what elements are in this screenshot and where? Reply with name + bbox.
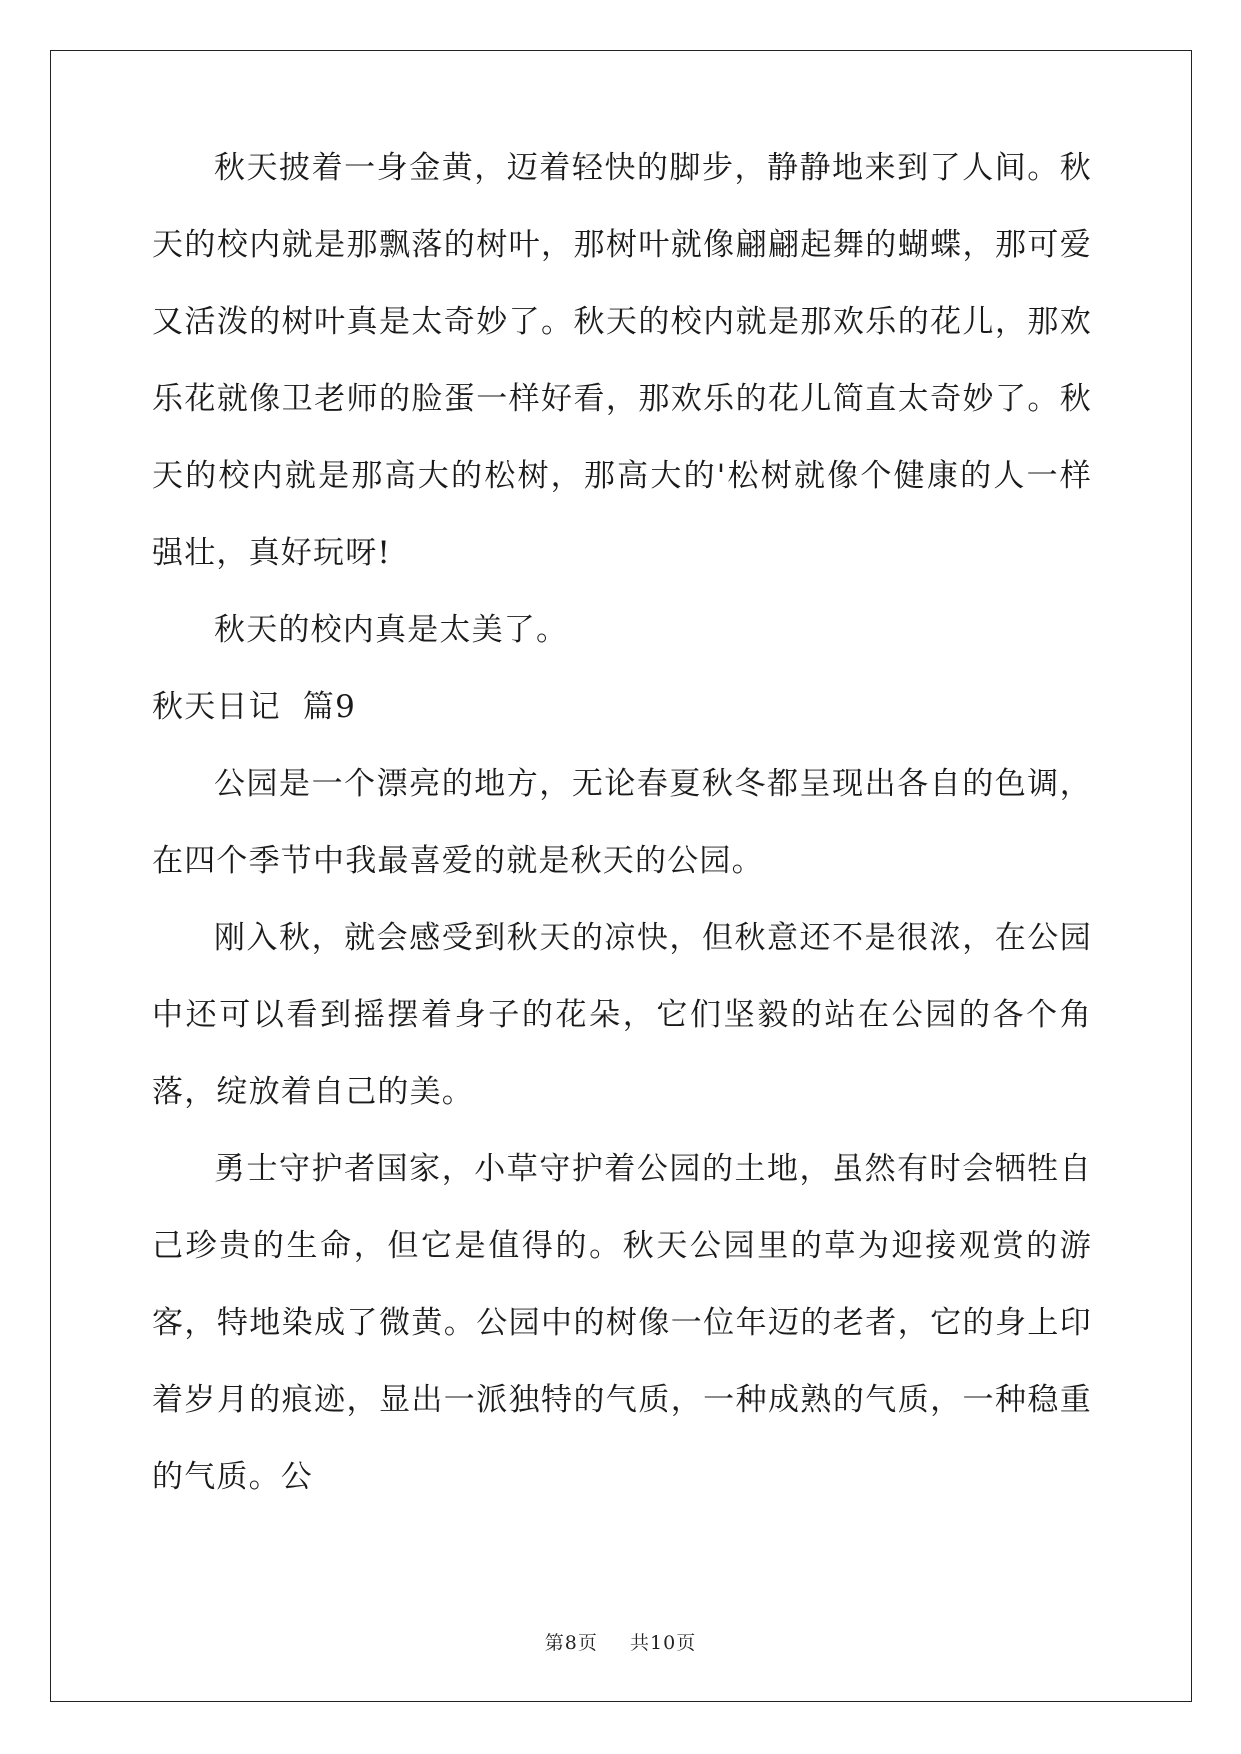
- page-total: 共10页: [630, 1632, 697, 1654]
- paragraph-3: 公园是一个漂亮的地方，无论春夏秋冬都呈现出各自的色调，在四个季节中我最喜爱的就是秋天的公园。: [152, 766, 1092, 879]
- paragraph-2: 秋天的校内真是太美了。: [214, 612, 569, 648]
- paragraph-1: 秋天披着一身金黄，迈着轻快的脚步，静静地来到了人间。秋天的校内就是那飘落的树叶，那树叶就像翩翩起舞的蝴蝶，那可爱又活泼的树叶真是太奇妙了。秋天的校内就是那欢乐的花儿，那欢乐花就像卫老师的脸蛋一样好看，那欢乐的花儿简直太奇妙了。秋天的校内就是那高大的松树，那高大的'松树就像个健康的人一样强壮，真好玩呀!: [152, 150, 1092, 571]
- page-number: 第8页: [544, 1632, 598, 1654]
- section-heading: 秋天日记 篇9: [152, 689, 357, 725]
- document-body: [152, 130, 1092, 1516]
- paragraph-4: 刚入秋，就会感受到秋天的凉快，但秋意还不是很浓，在公园中还可以看到摇摆着身子的花朵，它们坚毅的站在公园的各个角落，绽放着自己的美。: [152, 920, 1092, 1110]
- paragraph-5: 勇士守护者国家，小草守护着公园的土地，虽然有时会牺牲自己珍贵的生命，但它是值得的。秋天公园里的草为迎接观赏的游客，特地染成了微黄。公园中的树像一位年迈的老者，它的身上印着岁月的痕迹，显出一派独特的气质，一种成熟的气质，一种稳重的气质。公: [152, 1151, 1092, 1495]
- page-footer: [0, 1628, 1241, 1655]
